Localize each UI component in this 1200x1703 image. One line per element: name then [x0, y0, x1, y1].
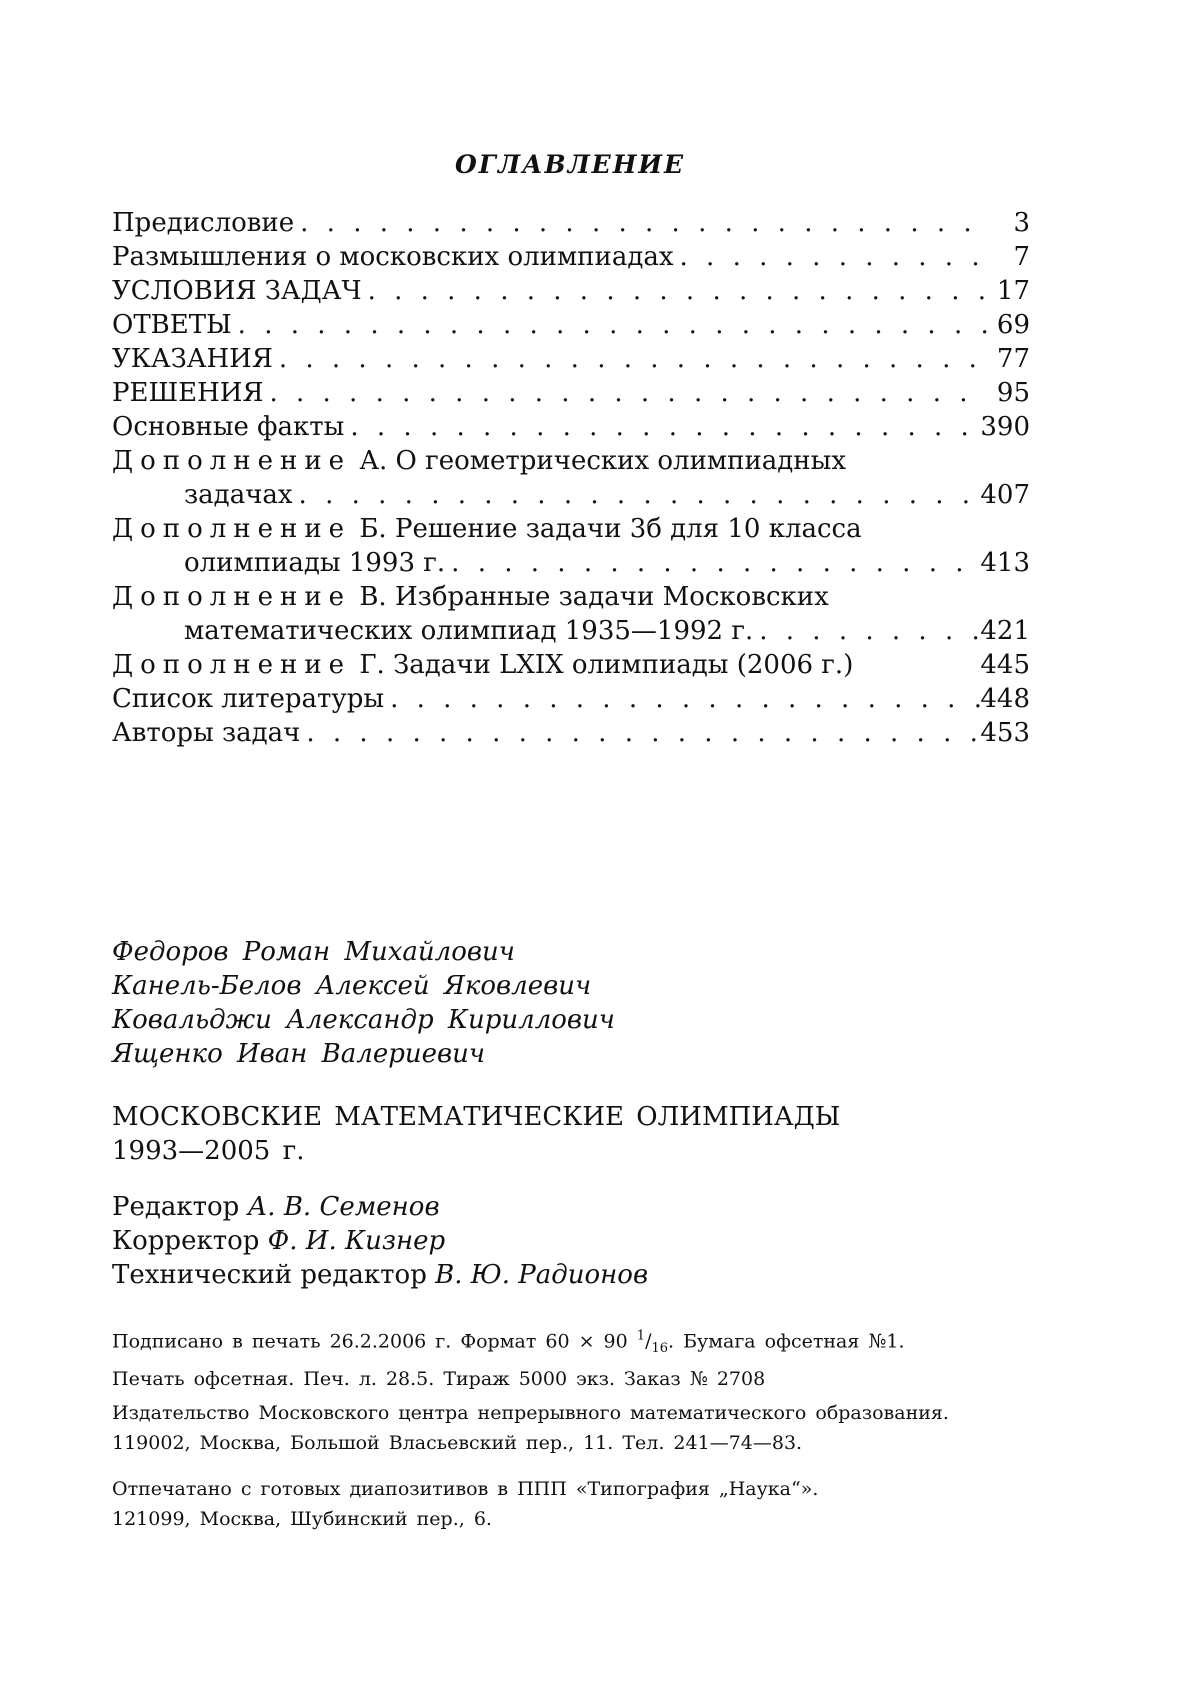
signed-suffix: . Бумага офсетная №1. — [668, 1330, 905, 1353]
toc-leader-dots — [293, 480, 981, 510]
toc-entry-title — [112, 650, 853, 680]
toc-entry-title-cont: задачах — [184, 480, 293, 510]
toc-entry-page: 77 — [996, 344, 1030, 374]
toc-leader-dots — [445, 548, 980, 578]
toc-entry — [112, 514, 1030, 582]
printer-line: Отпечатано с готовых диапозитивов в ППП «Типография „Наука“». — [112, 1478, 819, 1500]
printer-details — [112, 1474, 1042, 1534]
toc-entry-line2 — [112, 480, 1030, 514]
toc-leader-dots — [384, 684, 980, 714]
signed-line — [112, 1322, 1042, 1364]
credit-role: Корректор — [112, 1226, 260, 1256]
toc-entry — [112, 208, 1030, 242]
toc-entry-page: 445 — [980, 650, 1030, 680]
toc-entry-title: УСЛОВИЯ ЗАДАЧ — [112, 276, 362, 306]
toc-entry-title: Размышления о московских олимпиадах — [112, 242, 674, 272]
toc-entry-title-cont: математических олимпиад 1935—1992 г. — [184, 616, 754, 646]
credit-name: В. Ю. Радионов — [435, 1260, 649, 1290]
toc-entry-line1 — [112, 446, 1030, 480]
author-name: Федоров Роман Михайлович — [112, 937, 515, 967]
toc-entry-page: 69 — [996, 310, 1030, 340]
author-name: Канель-Белов Алексей Яковлевич — [112, 971, 592, 1001]
toc-entry-prefix: Дополнение — [112, 446, 352, 476]
toc-entry-prefix: Дополнение — [112, 582, 352, 612]
credit-name: Ф. И. Кизнер — [267, 1226, 446, 1256]
author-name: Ковальджи Александр Кириллович — [112, 1005, 615, 1035]
credit-line — [112, 1258, 648, 1292]
toc-entry-prefix: Дополнение — [112, 514, 352, 544]
toc-leader-dots — [753, 616, 980, 646]
toc-entry-title: Предисловие — [112, 208, 295, 238]
toc-entry-line1 — [112, 582, 1030, 616]
toc-entry — [112, 684, 1030, 718]
toc-entry-page: 407 — [980, 480, 1030, 510]
toc-entry-prefix: Дополнение — [112, 650, 352, 680]
book-title-line1: МОСКОВСКИЕ МАТЕМАТИЧЕСКИЕ ОЛИМПИАДЫ — [112, 1102, 841, 1132]
toc-entry-title: РЕШЕНИЯ — [112, 378, 264, 408]
publisher-line: Издательство Московского центра непрерывного математического образования. — [112, 1402, 949, 1424]
toc-leader-dots — [674, 242, 988, 272]
author-name: Ященко Иван Валериевич — [112, 1039, 486, 1069]
toc-entry — [112, 412, 1030, 446]
toc-entry-line2 — [112, 616, 1030, 650]
toc-entry — [112, 276, 1030, 310]
toc-entry-title: Основные факты — [112, 412, 345, 442]
printer-address: 121099, Москва, Шубинский пер., 6. — [112, 1508, 492, 1530]
book-title-line2: 1993—2005 г. — [112, 1136, 305, 1166]
credit-role: Редактор — [112, 1192, 240, 1222]
toc-entry-title: ОТВЕТЫ — [112, 310, 232, 340]
toc-leader-dots — [344, 412, 980, 442]
toc-entry-page: 448 — [980, 684, 1030, 714]
toc-entry — [112, 344, 1030, 378]
authors-list — [112, 935, 615, 1071]
toc-entry — [112, 582, 1030, 650]
credits — [112, 1190, 648, 1292]
toc-entry-page: 453 — [980, 718, 1030, 748]
fraction-denominator: 16 — [651, 1341, 669, 1357]
publisher-details — [112, 1398, 1042, 1458]
toc-entry-title-cont: олимпиады 1993 г. — [184, 548, 446, 578]
credit-line — [112, 1224, 648, 1258]
toc-leader-dots — [263, 378, 988, 408]
toc-leader-dots — [300, 718, 980, 748]
toc-entry-title: Список литературы — [112, 684, 385, 714]
toc-leader-dots — [232, 310, 988, 340]
toc-heading: ОГЛАВЛЕНИЕ — [454, 150, 686, 179]
toc-entry-title: Авторы задач — [112, 718, 301, 748]
toc-entry-page: 7 — [1013, 242, 1030, 272]
credit-name: А. В. Семенов — [247, 1192, 440, 1222]
signed-text: Подписано в печать 26.2.2006 г. Формат 60 × 90 — [112, 1330, 628, 1353]
fraction-numerator: 1 — [636, 1329, 646, 1344]
toc-entry-title-text: Г. Задачи LXIX олимпиады (2006 г.) — [359, 650, 854, 680]
credit-line — [112, 1190, 648, 1224]
toc-entry-page: 413 — [980, 548, 1030, 578]
toc-entry-line2 — [112, 548, 1030, 582]
toc-entry-page: 390 — [980, 412, 1030, 442]
toc-entry-page: 17 — [996, 276, 1030, 306]
toc-entry-page: 421 — [980, 616, 1030, 646]
toc-entry — [112, 718, 1030, 752]
publisher-address: 119002, Москва, Большой Власьевский пер., 11. Тел. 241—74—83. — [112, 1432, 803, 1454]
toc-entry — [112, 650, 1030, 684]
toc-entry-page: 95 — [996, 378, 1030, 408]
table-of-contents — [112, 208, 1030, 752]
toc-entry — [112, 310, 1030, 344]
toc-entry — [112, 446, 1030, 514]
print-line: Печать офсетная. Печ. л. 28.5. Тираж 5000 экз. Заказ № 2708 — [112, 1368, 766, 1391]
toc-entry-title: А. О геометрических олимпиадных — [359, 446, 846, 476]
toc-entry-title: В. Избранные задачи Московских — [359, 582, 829, 612]
toc-entry-page: 3 — [1013, 208, 1030, 238]
toc-entry — [112, 242, 1030, 276]
credit-role: Технический редактор — [112, 1260, 427, 1290]
toc-entry-title: Б. Решение задачи 3б для 10 класса — [359, 514, 862, 544]
toc-leader-dots — [362, 276, 988, 306]
toc-entry — [112, 378, 1030, 412]
print-details — [112, 1322, 1042, 1394]
format-fraction: $^1/_{16}$ — [636, 1329, 669, 1357]
toc-leader-dots — [273, 344, 988, 374]
book-title — [112, 1100, 840, 1168]
toc-entry-line1 — [112, 514, 1030, 548]
toc-entry-title: УКАЗАНИЯ — [112, 344, 273, 374]
toc-leader-dots — [294, 208, 988, 238]
